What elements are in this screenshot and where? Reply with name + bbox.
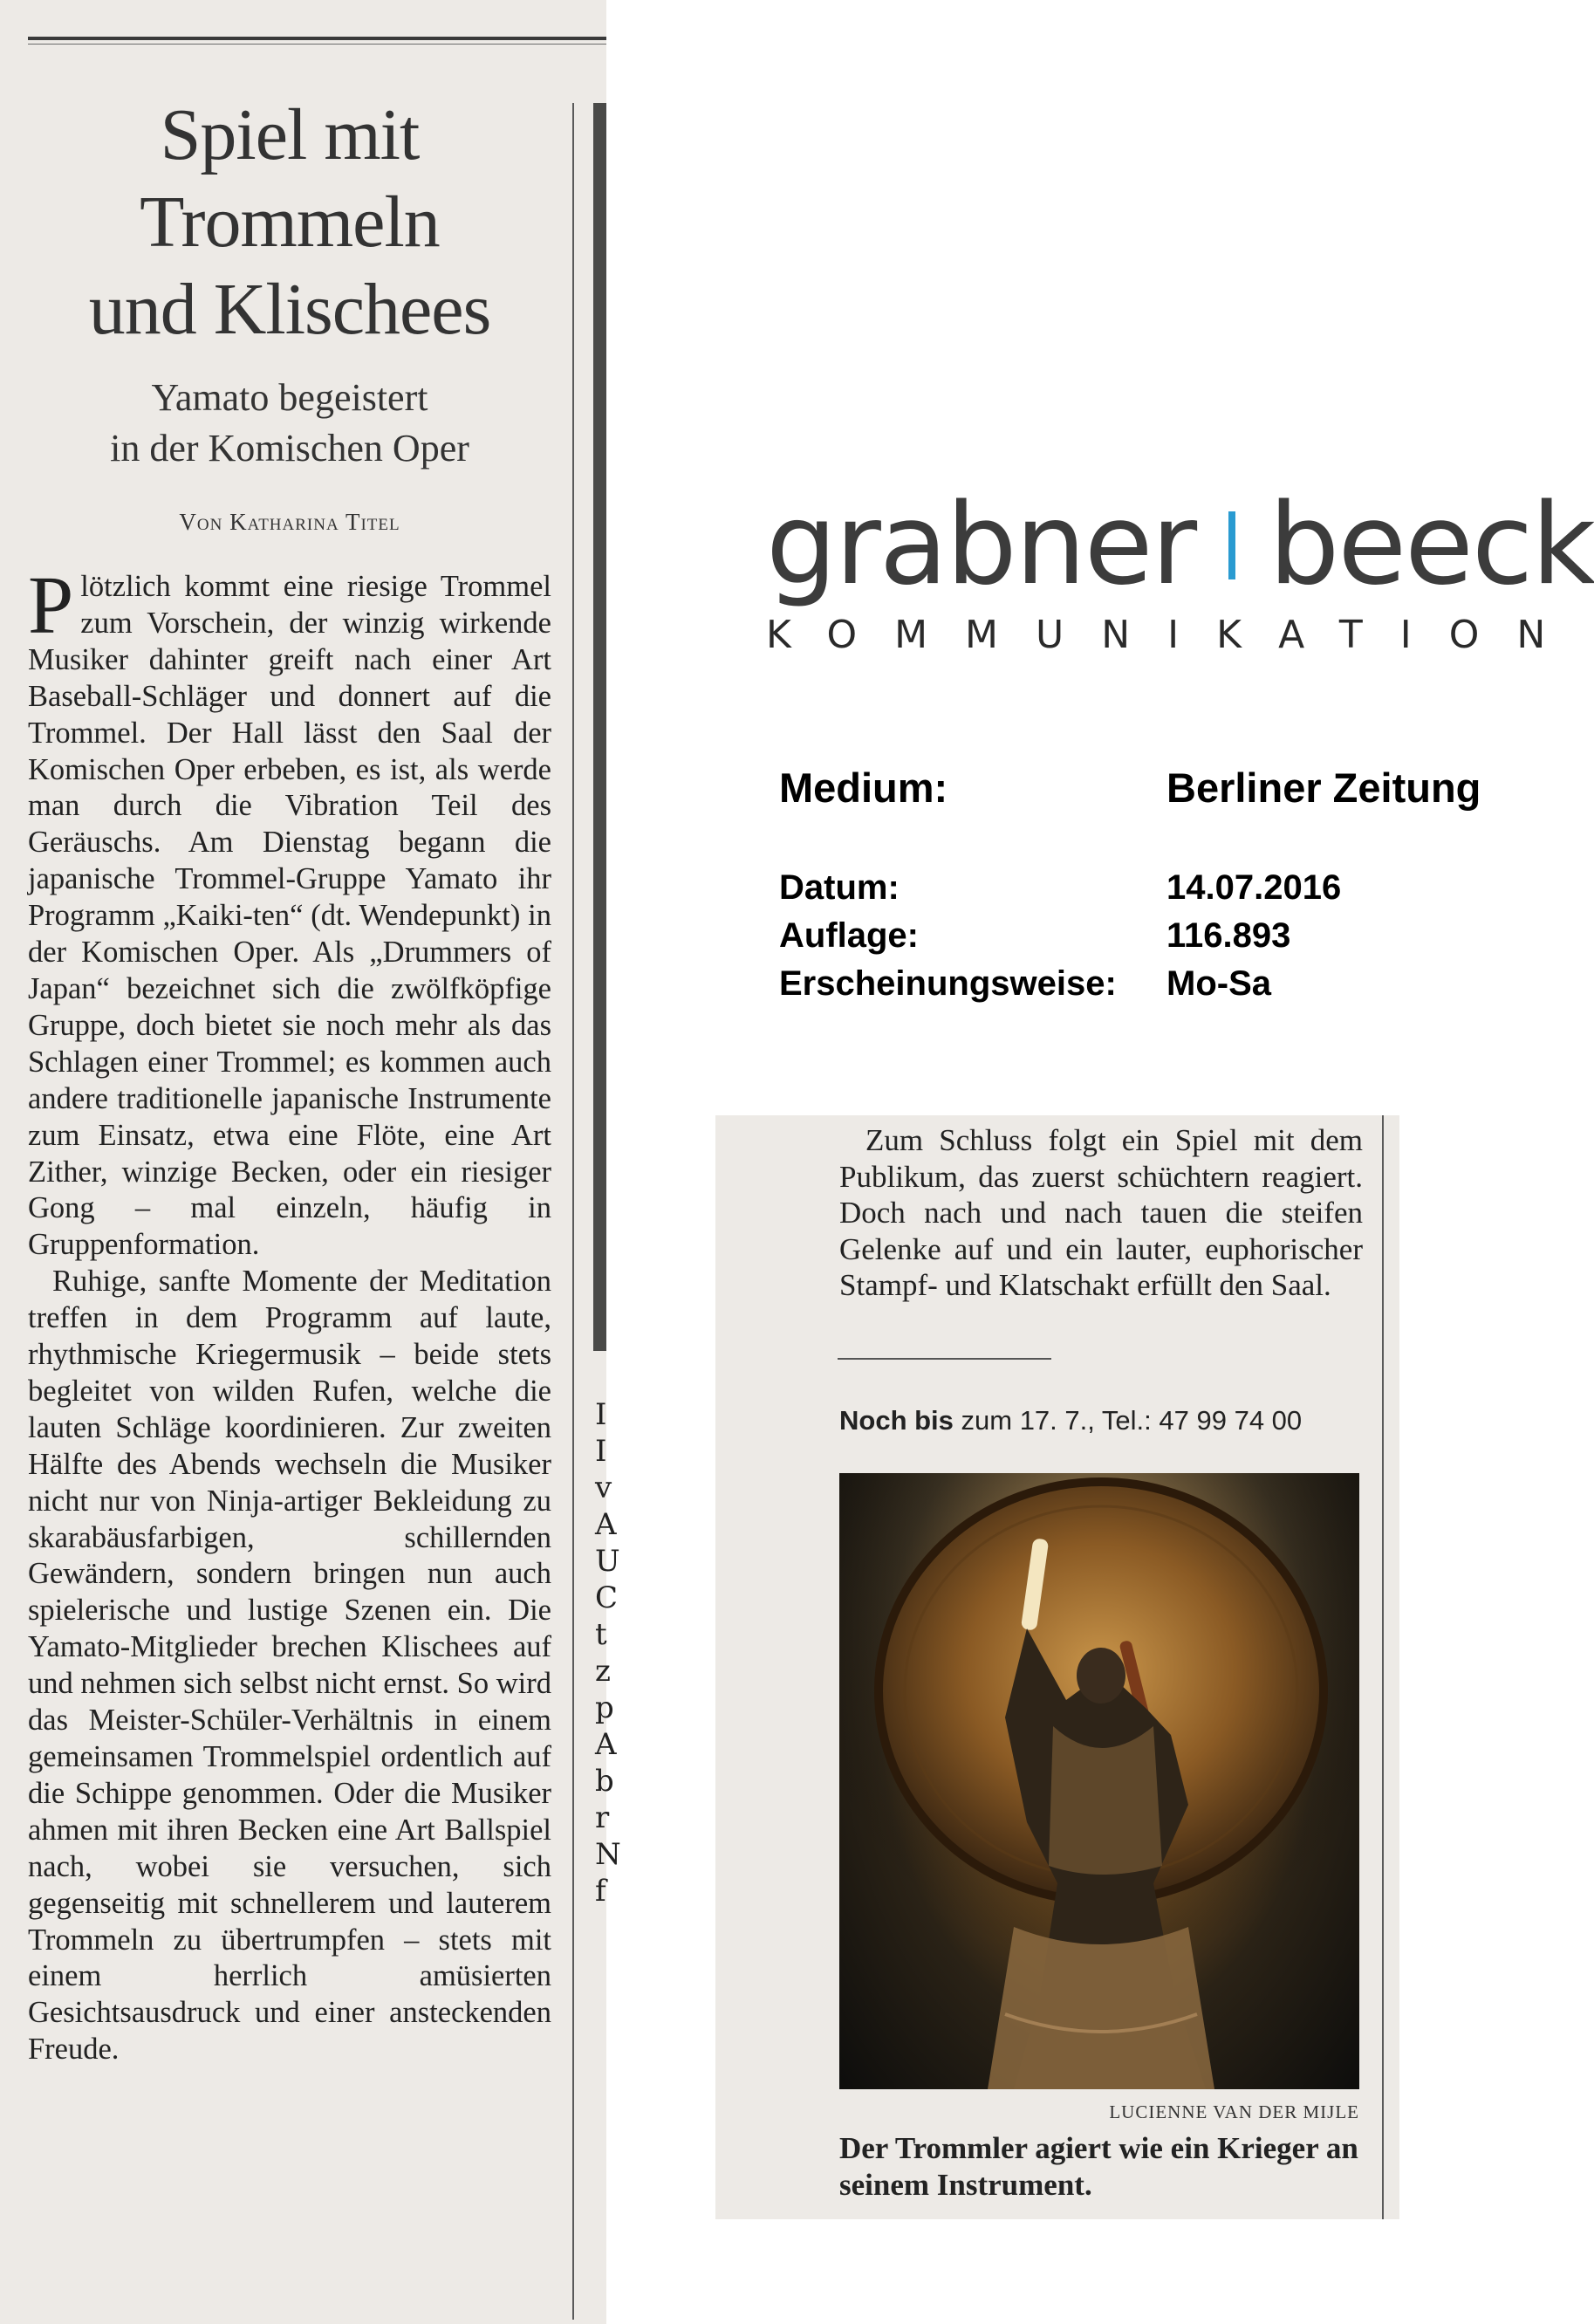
photo-caption: Der Trommler agiert wie ein Krieger an seinem Instrument.	[839, 2131, 1358, 2202]
headline-line: und Klischees	[88, 269, 491, 350]
newspaper-clipping-continuation	[715, 1115, 1399, 2219]
erscheinungsweise-value: Mo-Sa	[1166, 964, 1271, 1003]
edge-letter: p	[595, 1690, 614, 1725]
edge-letter: b	[595, 1764, 614, 1799]
headline-line: Spiel mit	[160, 94, 420, 175]
headline	[28, 92, 551, 353]
separator-rule	[838, 1358, 1051, 1360]
headline-line: Trommeln	[140, 182, 440, 263]
logo-subtitle: KOMMUNIKATION	[766, 613, 1584, 657]
edge-letter: A	[595, 1727, 617, 1762]
logo-wordmark	[766, 480, 1594, 610]
auflage-value: 116.893	[1166, 916, 1291, 955]
company-logo	[766, 480, 1594, 657]
event-info	[839, 1405, 1302, 1436]
edge-letter: N	[595, 1837, 621, 1872]
edge-letter: I	[595, 1434, 607, 1469]
edge-letter: f	[595, 1874, 606, 1909]
drummer-illustration	[839, 1473, 1359, 2089]
top-rule-thin	[28, 44, 606, 45]
newspaper-clipping-main	[0, 0, 621, 2324]
column-rule	[572, 103, 574, 2320]
subheadline-line: in der Komischen Oper	[110, 427, 469, 470]
edge-letter: r	[595, 1800, 610, 1835]
event-info-details: zum 17. 7., Tel.: 47 99 74 00	[953, 1405, 1303, 1436]
drop-cap: P	[28, 560, 74, 651]
subheadline-line: Yamato begeistert	[151, 376, 428, 419]
byline: Von Katharina Titel	[179, 509, 400, 535]
erscheinungsweise-label: Erscheinungsweise:	[779, 964, 1117, 1003]
auflage-label: Auflage:	[779, 916, 919, 955]
logo-left-word: grabner	[766, 480, 1196, 610]
paragraph-1	[28, 560, 551, 1264]
edge-letter: v	[595, 1470, 612, 1505]
edge-letter: C	[595, 1580, 619, 1615]
column-rule-right	[1382, 1115, 1384, 2219]
edge-letter: A	[595, 1507, 617, 1542]
event-info-bold: Noch bis	[839, 1405, 954, 1436]
paragraph-2: Ruhige, sanfte Momente der Meditation treffen in dem Programm auf laute, rhythmische Kriegermusik – beide stets begleitet von wilden Rufen, welche die lauten Schläge koordinieren. Zur zweiten Hälfte des Abends wechseln die Musiker nicht nur von Ninja-artiger Bekleidung zu skarabäusfarbigen, schillernden Gewändern, sondern bringen nun auch spielerische und lustige Szenen ein. Die Yamato-Mitglieder brechen Klischees auf und nehmen sich selbst nicht ernst. So wird das Meister-Schüler-Verhältnis in einem gemeinsamen Trommelspiel ordentlich auf die Schippe genommen. Oder die Musiker ahmen mit ihren Becken eine Art Ballspiel nach, wobei sie versuchen, sich gegenseitig mit schnellerem und lauterem Trommeln zu übertrumpfen – stets mit einem herrlich amüsierten Gesichtsausdruck und einer ansteckenden Freude.	[28, 1265, 551, 2067]
article-body	[28, 560, 551, 2068]
continuation-paragraph: Zum Schluss folgt ein Spiel mit dem Publikum, das zuerst schüchtern reagiert. Doch nach und nach tauen die steifen Gelenke auf und ein lauter, euphorischer Stampf- und Klatschakt erfüllt den Saal.	[839, 1123, 1363, 1302]
photo-credit: LUCIENNE VAN DER MIJLE	[1109, 2101, 1359, 2122]
logo-divider-bar	[1228, 511, 1235, 579]
paragraph-1-text: lötzlich kommt eine riesige Trommel zum Vorschein, der winzig wirkende Musiker dahinter greift nach einer Art Baseball-Schläger und donnert auf die Trommel. Der Hall lässt den Saal der Komischen Oper erbeben, es ist, als werde man durch die Vibration Teil des Geräuschs. Am Dienstag begann die japanische Trommel-Gruppe Yamato ihr Programm „Kaiki-ten“ (dt. Wendepunkt) in der Komischen Oper. Als „Drummers of Japan“ bezeichnet sich die zwölfköpfige Gruppe, doch bietet sie noch mehr als das Schlagen einer Trommel; es kommen auch andere traditionelle japanische Instrumente zum Einsatz, etwa eine Flöte, eine Art Zither, winzige Becken, oder ein riesiger Gong – mal einzeln, häufig in Gruppenformation.	[28, 570, 551, 1262]
continuation-text	[839, 1122, 1363, 1304]
article	[28, 92, 551, 2068]
medium-value: Berliner Zeitung	[1166, 764, 1481, 811]
drummer-photo	[839, 1473, 1359, 2089]
edge-letter: z	[595, 1654, 611, 1689]
datum-value: 14.07.2016	[1166, 868, 1342, 907]
edge-letter: I	[595, 1397, 607, 1432]
medium-label: Medium:	[779, 764, 948, 811]
logo-right-word: beeck	[1269, 480, 1594, 610]
datum-label: Datum:	[779, 868, 900, 907]
adjacent-column-letters	[595, 1396, 621, 1909]
edge-letter: U	[595, 1544, 620, 1579]
edge-letter: t	[595, 1617, 607, 1652]
subheadline	[28, 373, 551, 474]
adjacent-article-strip	[593, 103, 606, 1351]
top-rule	[28, 37, 606, 40]
